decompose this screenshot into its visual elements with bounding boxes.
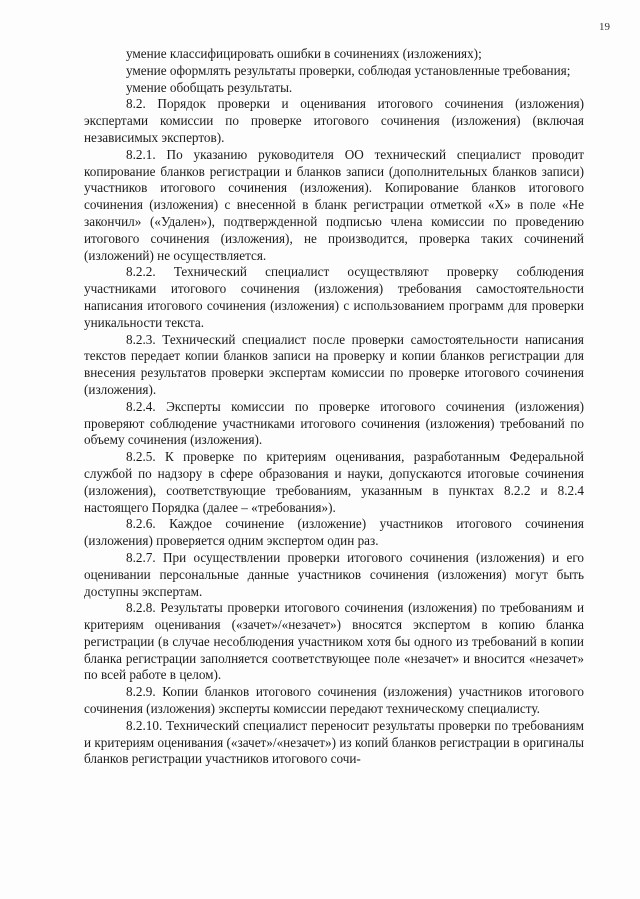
- clause-8-2-2: 8.2.2. Технический специалист осуществляют проверку соблюдения участниками итогового сочинения (изложения) требования самостоятельности написания итогового сочинения (изложения) с использованием программ для проверки уникальности текста.: [84, 264, 584, 330]
- list-item-summarize-results: умение обобщать результаты.: [126, 79, 293, 95]
- clause-8-2-7: 8.2.7. При осуществлении проверки итогового сочинения (изложения) и его оценивании персональные данные участников сочинения (изложения) могут быть доступны экспертам.: [84, 549, 584, 599]
- clause-8-2-6: 8.2.6. Каждое сочинение (изложение) участников итогового сочинения (изложения) проверяется одним экспертом один раз.: [84, 516, 584, 549]
- body-text: [84, 46, 584, 768]
- clause-8-2-8: 8.2.8. Результаты проверки итогового сочинения (изложения) по требованиям и критериям оценивания («зачет»/«незачет») вносятся экспертом в копию бланка регистрации (в случае несоблюдения участником хотя бы одного из требований в копии бланка регистрации заполняется соответствующее поле «незачет» и вносится «незачет» по всей работе в целом).: [84, 600, 584, 683]
- clause-8-2-10: 8.2.10. Технический специалист переносит результаты проверки по требованиям и критериям оценивания («зачет»/«незачет») из копий бланков регистрации в оригиналы бланков регистрации участников итогового сочи-: [84, 717, 584, 767]
- clause-8-2-5: 8.2.5. К проверке по критериям оценивания, разработанным Федеральной службой по надзору в сфере образования и науки, допускаются итоговые сочинения (изложения), соответствующие требованиям, указанным в пунктах 8.2.2 и 8.2.4 настоящего Порядка (далее – «требования»).: [84, 449, 584, 515]
- clause-8-2-1: 8.2.1. По указанию руководителя ОО технический специалист проводит копирование бланков регистрации и бланков записи (дополнительных бланков записи) участников итогового сочинения (изложения). Копирование бланков итогового сочинения (изложения) с внесенной в бланк регистрации отметкой «Х» в поле «Не закончил» («Удален»), подтвержденной подписью члена комиссии по проведению итогового сочинения (изложения), не производится, проверка таких сочинений (изложений) не осуществляется.: [84, 146, 584, 263]
- section-8-2: 8.2. Порядок проверки и оценивания итогового сочинения (изложения) экспертами комиссии по проверке итогового сочинения (изложения) (включая независимых экспертов).: [84, 96, 584, 145]
- clause-8-2-4: 8.2.4. Эксперты комиссии по проверке итогового сочинения (изложения) проверяют соблюдение участниками итогового сочинения (изложения) требований по объему сочинения (изложения).: [84, 398, 584, 448]
- clause-8-2-3: 8.2.3. Технический специалист после проверки самостоятельности написания текстов передает копии бланков записи на проверку и копии бланков регистрации для внесения результатов проверки экспертам комиссии по проверке итогового сочинения (изложения).: [84, 331, 584, 397]
- page-number: 19: [599, 21, 610, 33]
- clause-8-2-9: 8.2.9. Копии бланков итогового сочинения (изложения) участников итогового сочинения (изложения) эксперты комиссии передают техническому специалисту.: [84, 684, 584, 717]
- list-item-format-results: умение оформлять результаты проверки, соблюдая установленные требования;: [126, 62, 571, 78]
- list-item-classify-errors: умение классифицировать ошибки в сочинениях (изложениях);: [126, 46, 482, 61]
